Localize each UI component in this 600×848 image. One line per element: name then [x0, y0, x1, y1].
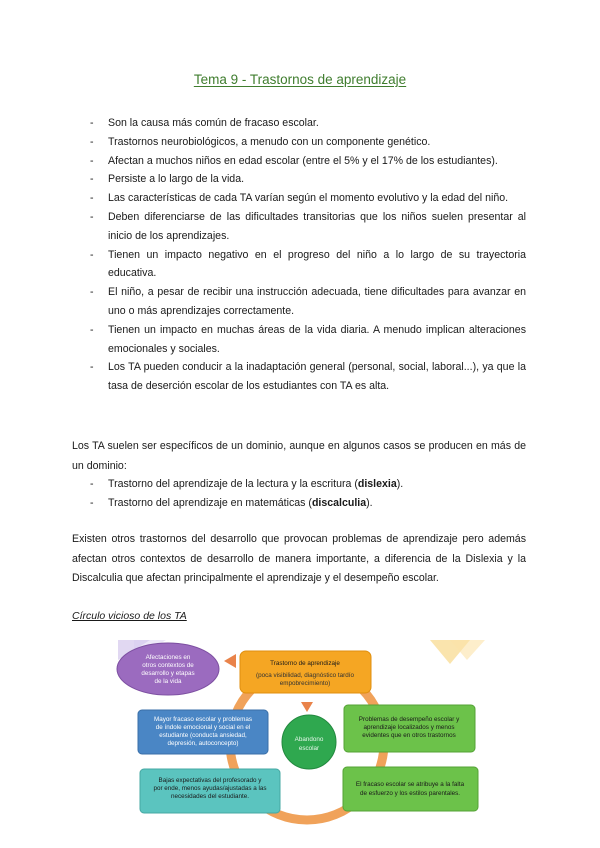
list-item: - Los TA pueden conducir a la inadaptación general (personal, social, laboral...), ya que la tasa de deserción escolar de los estudiantes con TA es alta.: [90, 358, 526, 396]
box-text: de esfuerzo y los estilos parentales.: [359, 790, 461, 797]
list-item: - Tienen un impacto negativo en el progreso del niño a lo largo de su trayectoria educativa.: [90, 246, 526, 284]
box-text: (poca visibilidad, diagnóstico tardío: [255, 672, 355, 679]
bold-term: dislexia: [357, 478, 397, 490]
box-text: otros contextos de: [142, 662, 194, 669]
list-item: - Tienen un impacto en muchas áreas de la vida diaria. A menudo implican alteraciones emocionales y sociales.: [90, 321, 526, 359]
list-item: - El niño, a pesar de recibir una instrucción adecuada, tiene dificultades para avanzar en uno o más aprendizajes correctamente.: [90, 283, 526, 321]
box-text: por ende, menos ayudas/ajustadas a las: [153, 785, 267, 792]
box-text: Afectaciones en: [145, 654, 191, 661]
bullet-list: [90, 114, 526, 396]
sub-bullet-list: [90, 475, 526, 513]
box-text: desarrollo y etapas: [141, 670, 195, 677]
box-text: empobrecimiento): [279, 680, 331, 687]
box-text: evidentes que en otros trastornos: [362, 732, 456, 739]
box-text: Problemas de desempeño escolar y: [358, 716, 460, 723]
list-item: - Trastorno del aprendizaje en matemáticas (discalculia).: [90, 494, 526, 513]
paragraph-other-disorders: Existen otros trastornos del desarrollo que provocan problemas de aprendizaje pero además afectan otros contextos de desarrollo de manera importante, a diferencia de la Dislexia y la Discalculia que afectan principalmente el aprendizaje y el desempeño escolar.: [72, 533, 526, 584]
list-item: - Las características de cada TA varían según el momento evolutivo y la edad del niño.: [90, 189, 526, 208]
list-item: - Trastornos neurobiológicos, a menudo con un componente genético.: [90, 133, 526, 152]
box-text: Bajas expectativas del profesorado y: [158, 777, 262, 784]
list-item: - Persiste a lo largo de la vida.: [90, 170, 526, 189]
box-text: de índole emocional y social en el: [155, 724, 251, 731]
box-title: Trastorno de aprendizaje: [270, 660, 340, 667]
box-text: aprendizaje localizados y menos: [363, 724, 455, 731]
box-text: de la vida: [154, 678, 182, 685]
box-text: Mayor fracaso escolar y problemas: [154, 716, 252, 723]
bold-term: discalculia: [311, 497, 367, 509]
box-text: escolar: [298, 745, 320, 752]
box-text: Abandono: [294, 736, 324, 743]
box-text: necesidades del estudiante.: [170, 793, 250, 800]
arrow-down: [301, 702, 313, 712]
list-item: - Trastorno del aprendizaje de la lectura y la escritura (dislexia).: [90, 475, 526, 494]
box-text: depresión, autoconcepto): [167, 740, 239, 747]
box-text: estudiante (conducta ansiedad,: [159, 732, 247, 739]
arrow-left: [224, 654, 236, 668]
page-title: Tema 9 - Trastornos de aprendizaje: [193, 72, 407, 87]
figure-caption: Círculo vicioso de los TA: [72, 610, 187, 622]
box-other-contexts: [117, 643, 219, 695]
paragraph-domains: Los TA suelen ser específicos de un dominio, aunque en algunos casos se producen en más de un dominio:: [72, 440, 526, 472]
list-item: - Afectan a muchos niños en edad escolar (entre el 5% y el 17% de los estudiantes).: [90, 152, 526, 171]
list-item: - Deben diferenciarse de las dificultades transitorias que los niños suelen presentar al inicio de los aprendizajes.: [90, 208, 526, 246]
list-item: - Son la causa más común de fracaso escolar.: [90, 114, 526, 133]
box-failure-attribution: [343, 767, 478, 811]
box-text: El fracaso escolar se atribuye a la falta: [355, 781, 465, 788]
